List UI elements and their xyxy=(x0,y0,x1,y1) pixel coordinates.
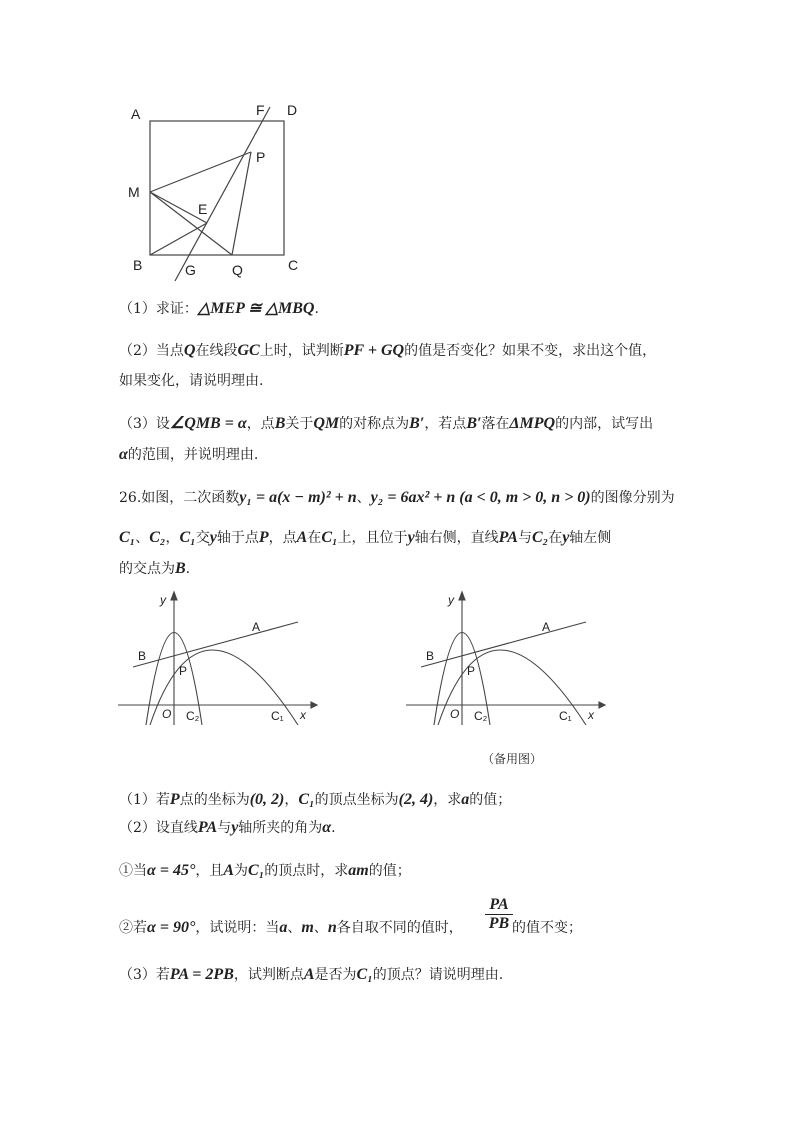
q26-intro-line2: C₁、C₂，C₁交y轴于点P，点A在C₁上，且位于y轴右侧，直线PA与C₂在y轴左侧 xyxy=(119,529,612,546)
fraction-denominator: PB xyxy=(488,915,510,932)
label-c2: C₂ xyxy=(186,709,200,723)
backup-caption: （备用图） xyxy=(482,752,543,766)
fraction-numerator: PA xyxy=(485,896,513,915)
fraction-pa-pb xyxy=(485,896,513,933)
q26-intro: 26.如图，二次函数y₁ = a(x − m)² + n、y₂ = 6ax² + n (a < 0, m > 0, n > 0)的图像分别为 xyxy=(119,489,675,506)
line-mq xyxy=(150,192,232,255)
label-g: G xyxy=(185,262,196,278)
label-x: x xyxy=(588,708,594,722)
line-pa xyxy=(133,622,298,667)
q26-part2b-tail: 的值不变； xyxy=(512,920,582,936)
label-c1: C₁ xyxy=(559,709,572,723)
label-y: y xyxy=(160,593,166,607)
parabola-graph-backup xyxy=(406,590,606,725)
line-pa xyxy=(421,622,586,667)
q25-part1: （1）求证：△MEP ≅ △MBQ. xyxy=(119,300,319,317)
q26-part2a: ①当α = 45°，且A为C₁的顶点时，求am的值； xyxy=(119,862,411,879)
label-c1: C₁ xyxy=(271,709,284,723)
label-f: F xyxy=(256,102,265,118)
label-y: y xyxy=(448,593,454,607)
q26-intro-line3: 的交点为B. xyxy=(119,560,191,577)
label-c2: C₂ xyxy=(474,709,488,723)
q25-part2: （2）当点Q在线段GC上时，试判断PF + GQ的值是否变化？如果不变，求出这个值， xyxy=(119,342,657,359)
label-a: A xyxy=(542,620,551,634)
q26-part2: （2）设直线PA与y轴所夹的角为α. xyxy=(119,819,336,836)
x-axis-arrow xyxy=(599,702,605,708)
label-o: O xyxy=(450,707,460,721)
label-b: B xyxy=(138,649,147,663)
q26-part3: （3）若PA = 2PB，试判断点A是否为C₁的顶点？请说明理由. xyxy=(119,966,504,983)
parabola-graph xyxy=(118,590,318,725)
square-figure xyxy=(120,95,320,285)
line-mp xyxy=(150,152,251,192)
label-x: x xyxy=(300,708,306,722)
label-p: P xyxy=(467,664,476,678)
label-b: B xyxy=(426,649,435,663)
label-a: A xyxy=(131,106,141,122)
x-axis-arrow xyxy=(311,702,317,708)
line-pq xyxy=(232,152,251,255)
label-a: A xyxy=(252,620,261,634)
label-p: P xyxy=(256,149,266,165)
y-axis-arrow xyxy=(171,592,177,600)
q25-part3-line2: α的范围，并说明理由. xyxy=(119,446,259,463)
label-b: B xyxy=(133,257,143,273)
q26-part1: （1）若P点的坐标为(0, 2)，C₁的顶点坐标为(2, 4)，求a的值； xyxy=(119,791,512,808)
square-abcd xyxy=(150,121,284,255)
label-p: P xyxy=(179,664,188,678)
label-d: D xyxy=(287,102,298,118)
q25-part2-line2: 如果变化，请说明理由. xyxy=(119,373,264,389)
q26-part2b: ②若α = 90°，试说明：当a、m、n各自取不同的值时， xyxy=(119,919,463,936)
y-axis-arrow xyxy=(459,592,465,600)
label-e: E xyxy=(198,201,208,217)
label-o: O xyxy=(162,707,172,721)
label-m: M xyxy=(128,184,140,200)
label-c: C xyxy=(288,257,299,273)
q25-part3: （3）设∠QMB = α，点B关于QM的对称点为B′，若点B′落在ΔMPQ的内部，试写出 xyxy=(119,415,654,432)
label-q: Q xyxy=(232,262,243,278)
